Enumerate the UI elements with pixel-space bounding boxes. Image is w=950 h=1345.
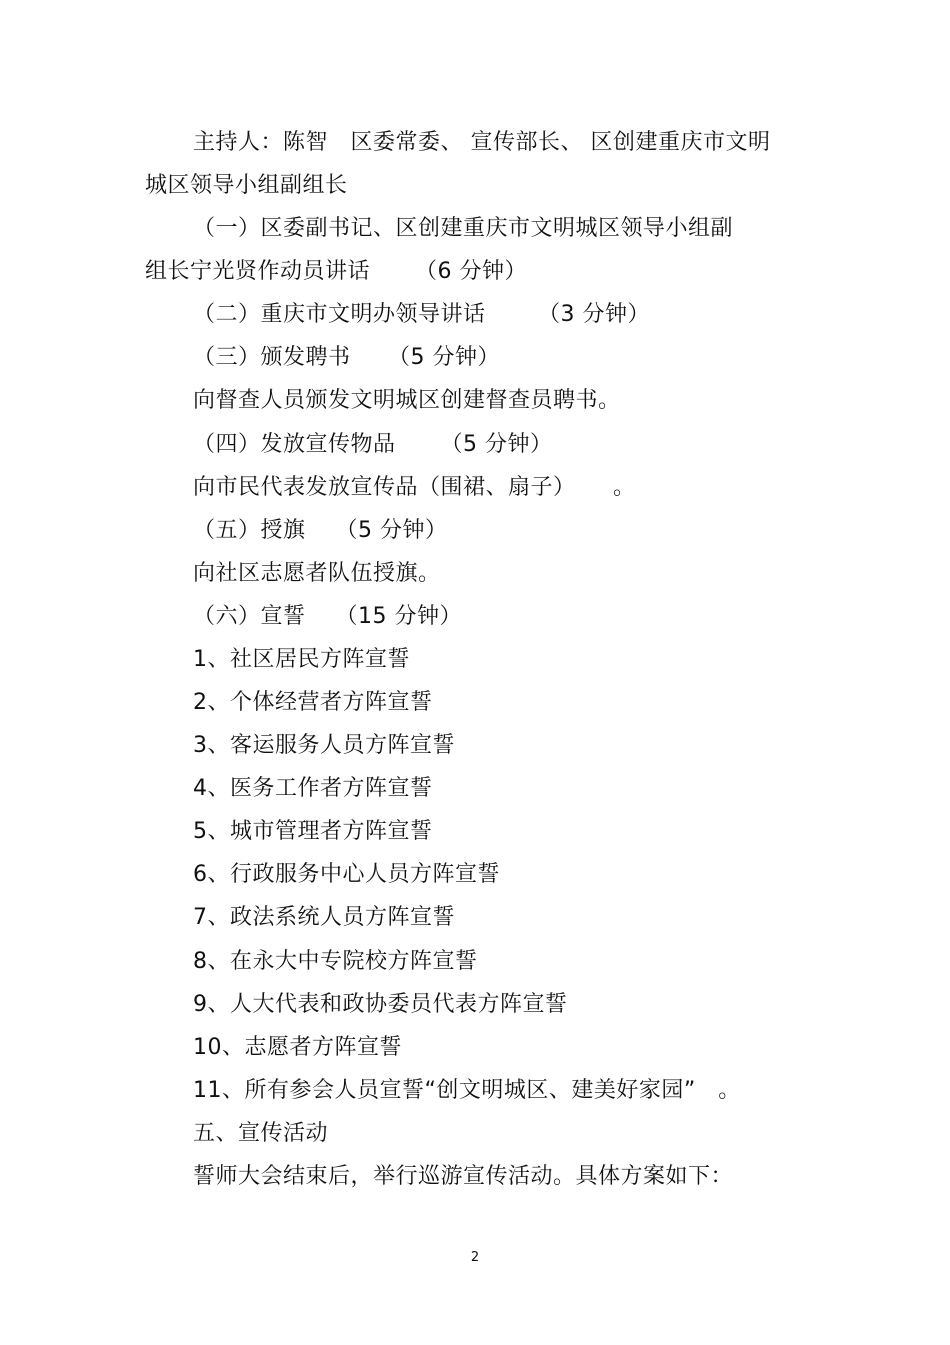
host-line-1: 主持人：陈智 区委常委、 宣传部长、 区创建重庆市文明: [193, 130, 771, 155]
item-4: （四）发放宣传物品 （5 分钟）: [193, 432, 553, 457]
oath-item: 9、人大代表和政协委员代表方阵宣誓: [193, 992, 568, 1017]
oath-item: 8、在永大中专院校方阵宣誓: [193, 949, 478, 974]
host-line-2: 城区领导小组副组长: [145, 173, 348, 198]
oath-item: 11、所有参会人员宣誓“创文明城区、建美好家园” 。: [193, 1078, 741, 1103]
oath-item: 7、政法系统人员方阵宣誓: [193, 905, 455, 930]
section-five-heading: 五、宣传活动: [193, 1121, 329, 1146]
item-1-line-2: 组长宁光贤作动员讲话 （6 分钟）: [145, 259, 527, 284]
page-number: 2: [470, 1250, 480, 1265]
oath-item: 1、社区居民方阵宣誓: [193, 647, 410, 672]
oath-item: 10、志愿者方阵宣誓: [193, 1035, 402, 1060]
oath-item: 3、客运服务人员方阵宣誓: [193, 733, 455, 758]
section-five-text: 誓师大会结束后，举行巡游宣传活动。具体方案如下：: [193, 1164, 734, 1189]
item-4-detail: 向市民代表发放宣传品（围裙、扇子） 。: [193, 475, 636, 500]
oath-item: 6、行政服务中心人员方阵宣誓: [193, 862, 500, 887]
oath-item: 2、个体经营者方阵宣誓: [193, 690, 433, 715]
oath-item: 4、医务工作者方阵宣誓: [193, 776, 433, 801]
item-3-detail: 向督查人员颁发文明城区创建督查员聘书。: [193, 388, 621, 413]
oath-item: 5、城市管理者方阵宣誓: [193, 819, 433, 844]
item-5-detail: 向社区志愿者队伍授旗。: [193, 561, 441, 586]
item-5: （五）授旗 （5 分钟）: [193, 518, 448, 543]
item-6: （六）宣誓 （15 分钟）: [193, 604, 462, 629]
item-1-line-1: （一）区委副书记、区创建重庆市文明城区领导小组副: [193, 216, 734, 241]
item-3: （三）颁发聘书 （5 分钟）: [193, 345, 500, 370]
item-2: （二）重庆市文明办领导讲话 （3 分钟）: [193, 302, 650, 327]
